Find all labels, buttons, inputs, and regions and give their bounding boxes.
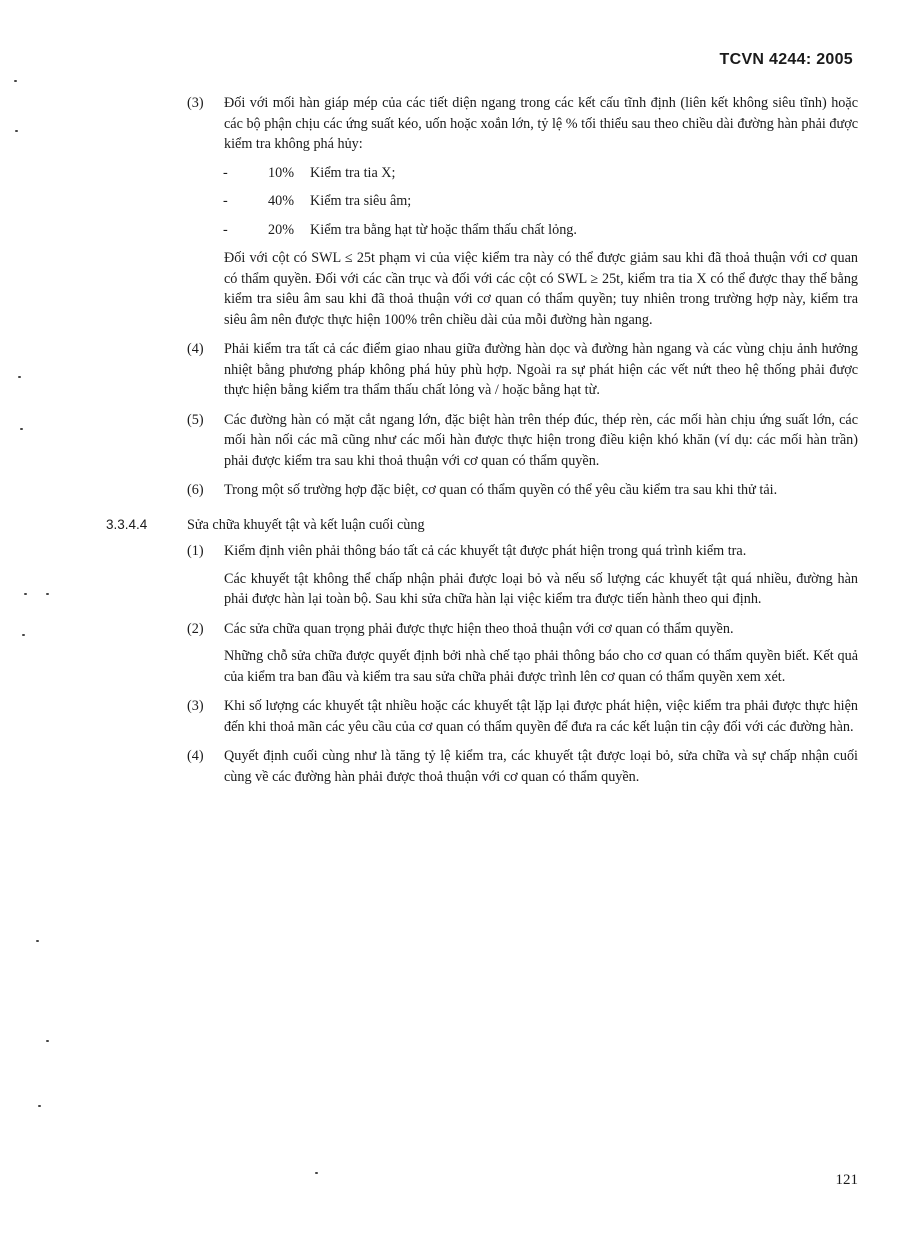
rate-method: Kiểm tra tia X; [310, 164, 396, 181]
repair-clause-2 [106, 619, 858, 688]
scan-speck [46, 593, 49, 595]
scan-speck [18, 376, 21, 378]
scan-speck [15, 130, 18, 132]
list-item [224, 191, 858, 212]
rate-percent: 40% [268, 193, 295, 209]
clause-number: (4) [187, 341, 204, 357]
clause-number: (2) [187, 620, 204, 637]
clause-text: Quyết định cuối cùng như là tăng tỷ lệ kiểm tra, các khuyết tật được loại bỏ, sửa chữa và sự chấp nhận cuối cùng về các đường hàn phải được thoả thuận với cơ quan có thẩm quyền. [224, 748, 858, 785]
clause-text: Đối với mối hàn giáp mép của các tiết diện ngang trong các kết cấu tĩnh định (liên kết không siêu tĩnh) hoặc các bộ phận chịu các ứng suất kéo, uốn hoặc xoắn lớn, tỷ lệ % tối thiểu sau theo chiều dài đường hàn phải được kiểm tra không phá hủy: [224, 95, 858, 152]
list-item [224, 163, 858, 184]
clause-number: (4) [187, 748, 204, 764]
clause-3 [106, 93, 858, 330]
scan-speck [46, 1040, 49, 1042]
section-number: 3.3.4.4 [106, 516, 148, 532]
clause-4 [106, 339, 858, 401]
document-header: TCVN 4244: 2005 [719, 51, 853, 68]
scan-speck [14, 80, 17, 82]
clause-text: Những chỗ sửa chữa được quyết định bởi nhà chế tạo phải thông báo cho cơ quan có thẩm quyền biết. Kết quả của kiểm tra ban đầu và kiểm tra sau sửa chữa phải được trình lên cơ quan có thẩm quyền xem xét. [224, 648, 858, 685]
section-heading [106, 515, 858, 536]
clause-number: (5) [187, 411, 204, 428]
clause-6 [106, 480, 858, 501]
clause-text: Khi số lượng các khuyết tật nhiều hoặc các khuyết tật lặp lại được phát hiện, việc kiểm tra phải được thực hiện đến khi thoả mãn các yêu cầu của cơ quan có thẩm quyền để đưa ra các kết luận tin cậy đối với các đường hàn. [224, 698, 858, 735]
page-number: 121 [835, 1172, 858, 1188]
clause-text: Các khuyết tật không thể chấp nhận phải được loại bỏ và nếu số lượng các khuyết tật quá nhiều, đường hàn phải được hàn lại toàn bộ. Sau khi sửa chữa hàn lại việc kiểm tra được tiến hành theo qui định. [224, 570, 858, 607]
clause-number: (3) [187, 698, 204, 714]
rate-method: Kiểm tra siêu âm; [310, 193, 412, 209]
scan-speck [24, 593, 27, 595]
rate-method: Kiểm tra bằng hạt từ hoặc thẩm thấu chất lỏng. [310, 221, 577, 238]
document-body [106, 93, 858, 796]
scan-speck [20, 428, 23, 430]
scan-speck [315, 1172, 318, 1174]
rate-percent: 10% [268, 164, 295, 181]
section-title: Sửa chữa khuyết tật và kết luận cuối cùng [187, 516, 425, 533]
clause-number: (6) [187, 482, 204, 498]
repair-clause-3 [106, 696, 858, 737]
scan-speck [38, 1105, 41, 1107]
list-item [224, 220, 858, 241]
clause-text: Đối với cột có SWL ≤ 25t phạm vi của việc kiểm tra này có thể được giảm sau khi đã thoả thuận với cơ quan có thẩm quyền. Đối với các cần trục và đối với các cột có SWL ≥ 25t, kiểm tra tia X có thể được thay thế bằng kiểm tra siêu âm sau khi đã thoả thuận với cơ quan có thẩm quyền; tuy nhiên trong trường hợp này, kiểm tra siêu âm nên được thực hiện 100% trên chiều dài của mỗi đường hàn ngang. [224, 250, 858, 328]
clause-text: Các sửa chữa quan trọng phải được thực hiện theo thoả thuận với cơ quan có thẩm quyền. [224, 620, 734, 637]
clause-text: Trong một số trường hợp đặc biệt, cơ quan có thẩm quyền có thể yêu cầu kiểm tra sau khi thử tải. [224, 482, 778, 498]
rate-percent: 20% [268, 221, 295, 238]
clause-text: Các đường hàn có mặt cắt ngang lớn, đặc biệt hàn trên thép đúc, thép rèn, các mối hàn chịu ứng suất lớn, các mối hàn nối các mã cũng như các mối hàn được thực hiện trong điều kiện khó khăn (ví dụ: các mối hàn trần) phải được kiểm tra sau khi thoả thuận với cơ quan có thẩm quyền. [224, 411, 858, 469]
inspection-rates-list [224, 163, 858, 241]
scan-speck [22, 634, 25, 636]
clause-number: (3) [187, 95, 204, 111]
clause-5 [106, 410, 858, 472]
clause-number: (1) [187, 543, 204, 559]
clause-text: Kiểm định viên phải thông báo tất cả các khuyết tật được phát hiện trong quá trình kiểm tra. [224, 543, 747, 559]
clause-text: Phải kiểm tra tất cả các điểm giao nhau giữa đường hàn dọc và đường hàn ngang và các vùng chịu ảnh hưởng nhiệt bằng phương pháp không phá hủy phù hợp. Ngoài ra sự phát hiện các vết nứt theo hệ thống phải được thực hiện bằng kiểm tra thẩm thấu chất lỏng và / hoặc bằng hạt từ. [224, 341, 858, 398]
scan-speck [36, 940, 39, 942]
repair-clause-4 [106, 746, 858, 787]
repair-clause-1 [106, 541, 858, 610]
